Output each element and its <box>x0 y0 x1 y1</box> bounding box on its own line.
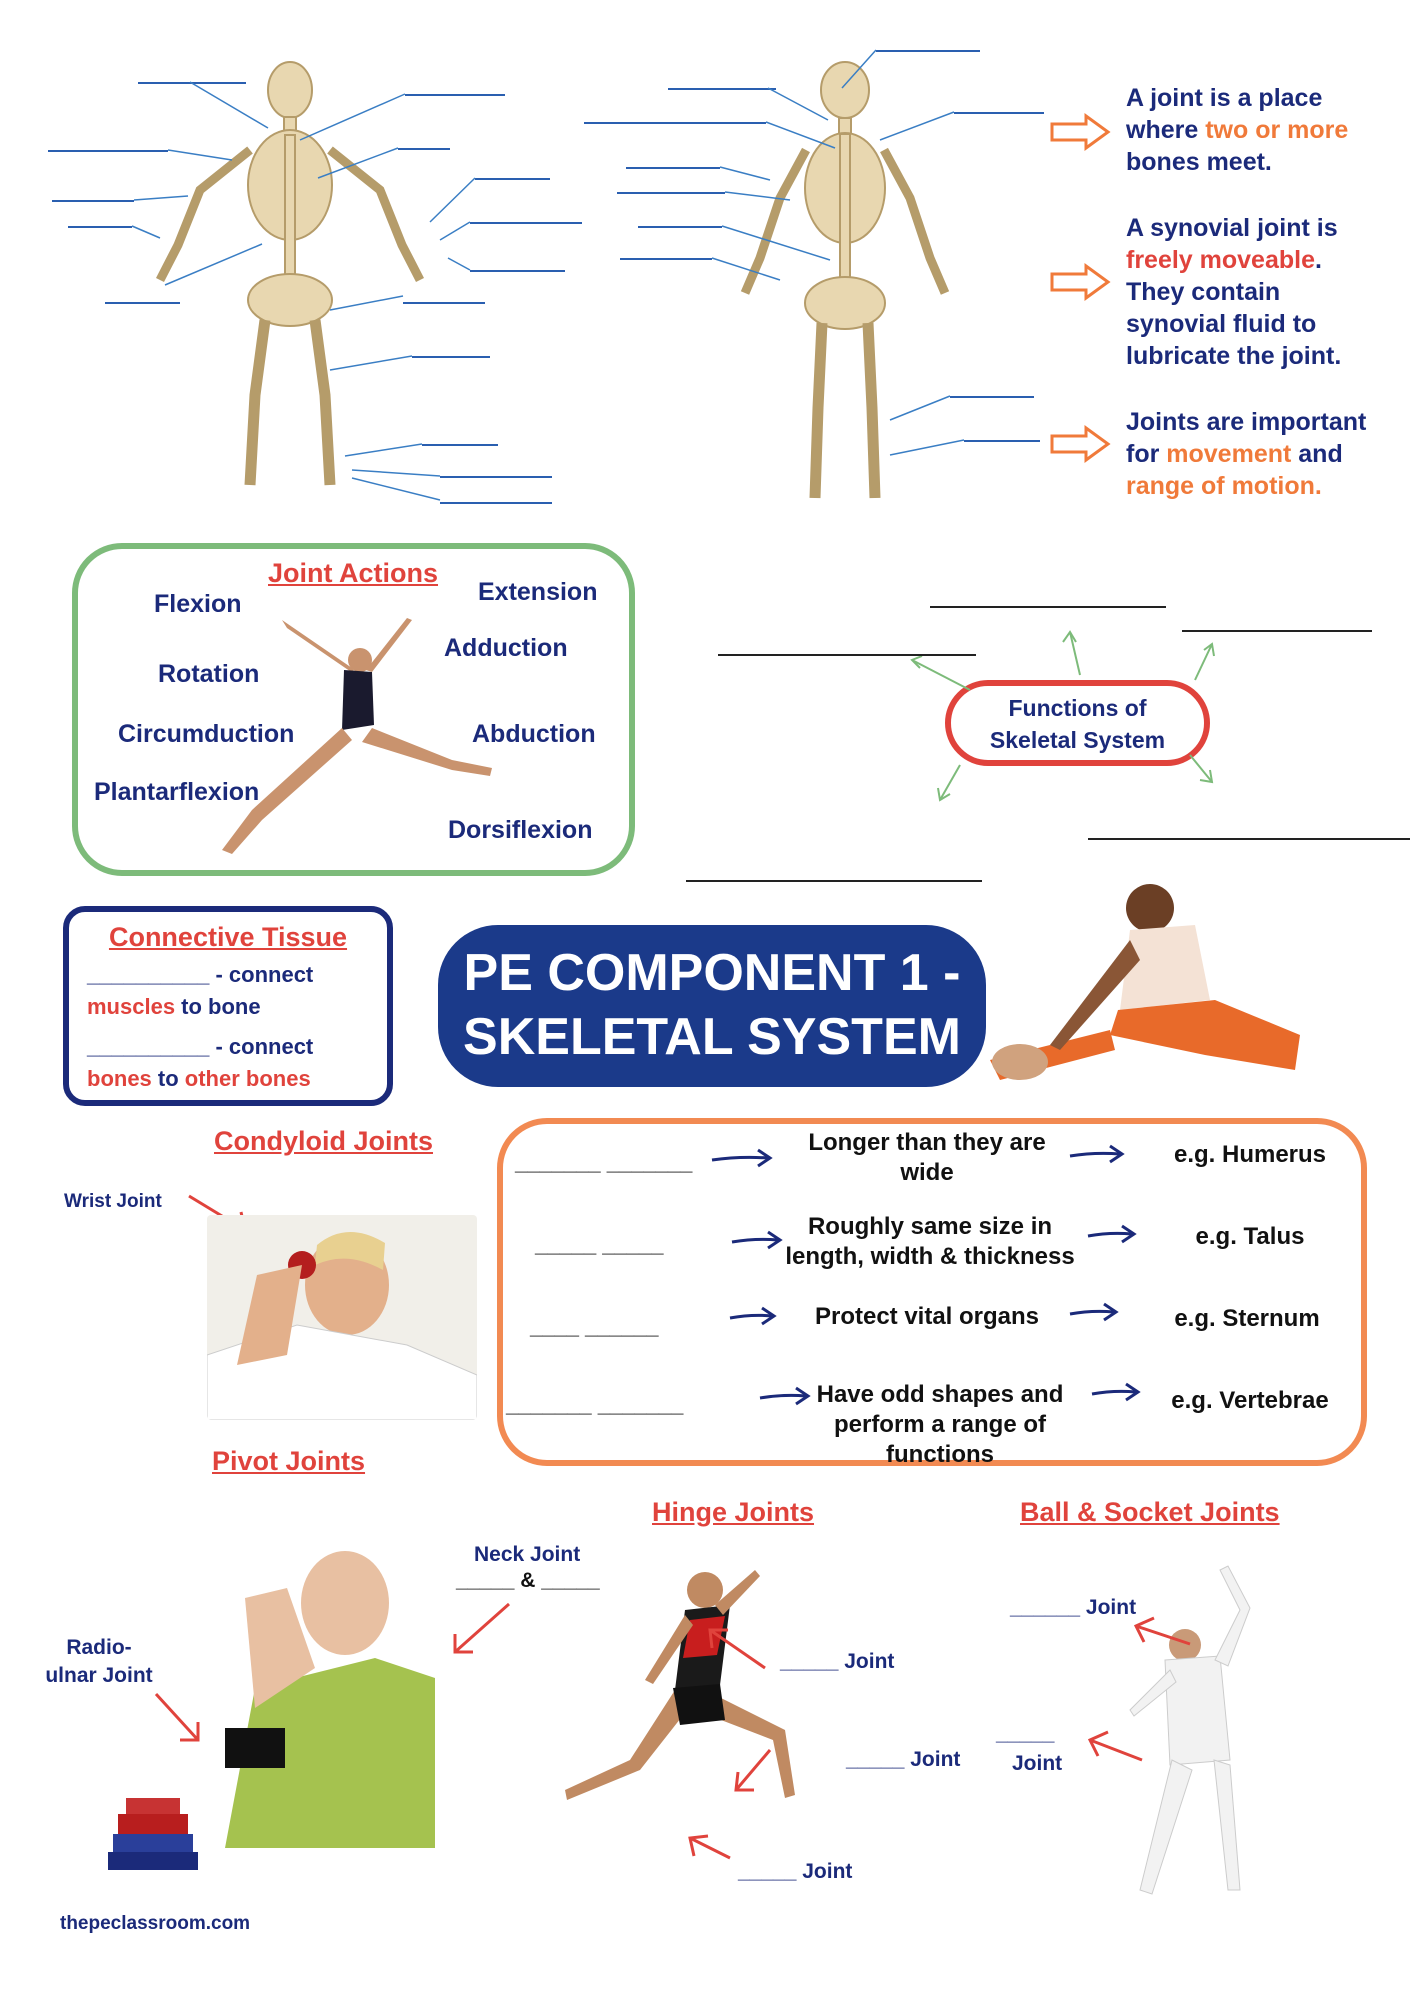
connective-bones: bones <box>87 1066 152 1091</box>
connective-tissue-panel <box>63 906 393 1106</box>
fact-joint-definition <box>1126 82 1386 178</box>
fact-text: and <box>1291 440 1343 468</box>
neck-joint-label: Neck Joint <box>474 1543 581 1566</box>
footer-website[interactable]: thepeclassroom.com <box>60 1913 251 1934</box>
hinge-heading: Hinge Joints <box>652 1497 815 1527</box>
hinge-red-arrows <box>660 1600 780 1890</box>
ball-joint-label-2: Joint <box>1012 1752 1063 1775</box>
ball-joint-blank-2[interactable]: _____ <box>996 1722 1055 1745</box>
fact-highlight: freely moveable <box>1126 246 1315 274</box>
hinge-joint-label-1[interactable]: _____ Joint <box>780 1650 895 1673</box>
bone-type-desc: Longer than they are wide <box>808 1129 1046 1186</box>
fact-highlight: range of motion. <box>1126 472 1322 500</box>
red-arrow-icon <box>445 1600 515 1660</box>
arrow-right-icon <box>1048 424 1112 464</box>
action-rotation: Rotation <box>158 660 260 688</box>
wrist-joint-label: Wrist Joint <box>64 1191 162 1212</box>
connective-other-bones: other bones <box>184 1066 311 1091</box>
action-circumduction: Circumduction <box>118 720 295 748</box>
joint-actions-title: Joint Actions <box>268 558 439 588</box>
connective-blank-1[interactable]: __________ <box>87 962 210 987</box>
ball-socket-heading: Ball & Socket Joints <box>1020 1497 1280 1527</box>
function-blank[interactable] <box>718 654 976 656</box>
fact-highlight: movement <box>1166 440 1292 468</box>
functions-arrows <box>900 620 1240 810</box>
functions-title-line1: Functions of <box>1008 695 1147 721</box>
action-flexion: Flexion <box>154 590 242 618</box>
function-blank[interactable] <box>1088 838 1410 840</box>
fact-text: Joints are important for <box>1126 408 1367 468</box>
fact-text: A synovial joint is <box>1126 214 1338 242</box>
function-blank[interactable] <box>1182 630 1372 632</box>
action-plantarflexion: Plantarflexion <box>94 778 260 806</box>
bone-type-blank[interactable]: ____ ______ <box>530 1314 659 1339</box>
skeleton-back-leader-lines <box>560 0 1080 500</box>
neck-joint-blank[interactable]: _____ & _____ <box>456 1569 600 1592</box>
stretching-athlete-photo <box>990 870 1320 1100</box>
bone-type-desc: Have odd shapes and perform a range of functions <box>816 1381 1064 1468</box>
condyloid-heading: Condyloid Joints <box>214 1126 433 1156</box>
skeleton-front-leader-lines <box>0 0 600 520</box>
connective-text: to bone <box>175 994 261 1019</box>
connective-muscles: muscles <box>87 994 176 1019</box>
functions-title-line2: Skeletal System <box>989 727 1166 753</box>
connective-blank-2[interactable]: __________ <box>87 1034 210 1059</box>
fact-text: . They contain synovial fluid to lubricate the joint. <box>1126 246 1342 370</box>
bone-type-example: e.g. Sternum <box>1174 1305 1320 1332</box>
bone-type-blank[interactable]: _______ _______ <box>515 1150 693 1175</box>
cricket-bowler-photo <box>207 1215 477 1420</box>
arrow-right-icon <box>1048 262 1112 302</box>
bone-type-example: e.g. Humerus <box>1173 1141 1327 1168</box>
fact-joint-importance <box>1126 406 1376 502</box>
fact-text: A joint is a place where <box>1126 84 1323 144</box>
page-title-line2: SKELETAL SYSTEM <box>463 1008 961 1066</box>
fact-highlight: two or more <box>1205 116 1349 144</box>
bone-type-blank[interactable]: _______ _______ <box>506 1392 684 1417</box>
action-dorsiflexion: Dorsiflexion <box>448 816 593 844</box>
fact-synovial-joint <box>1126 212 1386 372</box>
connective-text: to <box>151 1066 185 1091</box>
arrow-right-icon <box>1048 112 1112 152</box>
connective-text: - connect <box>209 1034 314 1059</box>
connective-text: - connect <box>209 962 314 987</box>
bone-type-example: e.g. Talus <box>1195 1223 1305 1250</box>
action-adduction: Adduction <box>444 634 568 662</box>
radio-ulnar-label: Radio-ulnar Joint <box>45 1636 153 1687</box>
page-title-line1: PE COMPONENT 1 - <box>463 944 961 1002</box>
bone-type-desc: Protect vital organs <box>814 1303 1040 1330</box>
function-blank[interactable] <box>686 880 982 882</box>
books-logo-icon <box>98 1792 208 1882</box>
bone-type-blank[interactable]: _____ _____ <box>535 1232 664 1257</box>
hinge-joint-label-2[interactable]: _____ Joint <box>846 1748 961 1771</box>
bone-type-example: e.g. Vertebrae <box>1171 1387 1329 1414</box>
action-extension: Extension <box>478 578 598 606</box>
function-blank[interactable] <box>930 606 1166 608</box>
connective-title: Connective Tissue <box>108 922 348 952</box>
page-title-banner <box>438 925 986 1087</box>
pivot-heading: Pivot Joints <box>212 1446 366 1476</box>
ball-joint-label-1[interactable]: ______ Joint <box>1010 1596 1137 1619</box>
gymnast-photo <box>212 610 502 860</box>
ball-red-arrows <box>1070 1600 1200 1780</box>
bone-type-desc: Roughly same size in length, width & thickness <box>785 1213 1075 1270</box>
darts-player-photo <box>195 1548 435 1848</box>
action-abduction: Abduction <box>472 720 596 748</box>
bone-types-arrows <box>700 1130 1160 1420</box>
fact-text: bones meet. <box>1126 148 1272 176</box>
hinge-joint-label-3[interactable]: _____ Joint <box>738 1860 853 1883</box>
